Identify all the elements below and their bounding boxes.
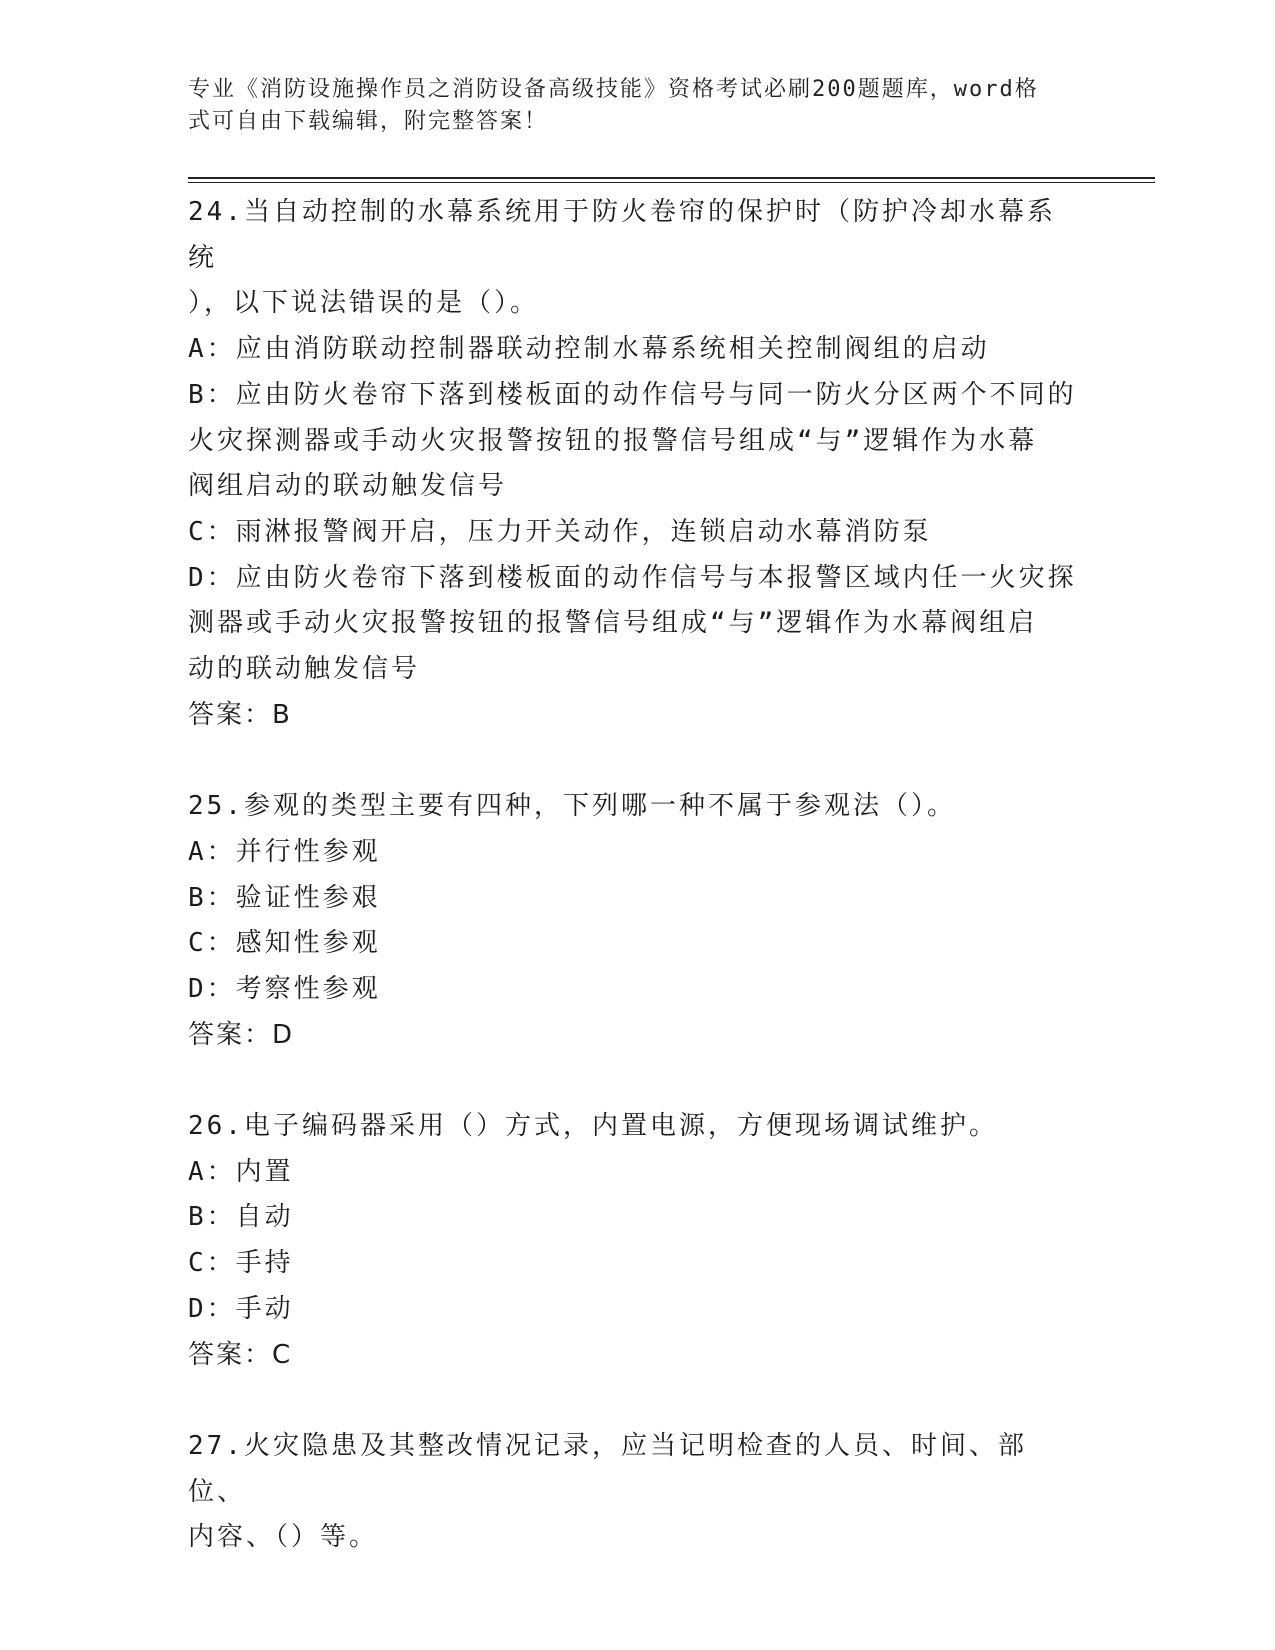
question-list — [188, 190, 1078, 1561]
answer: 答案：B — [188, 699, 292, 730]
option-a: A：并行性参观 — [188, 836, 381, 867]
option-d: 动的联动触发信号 — [188, 654, 421, 685]
option-d: D：手动 — [188, 1293, 294, 1324]
option-b: 阀组启动的联动触发信号 — [188, 471, 508, 502]
option-b: B：自动 — [188, 1202, 294, 1233]
question-stem: 26.电子编码器采用（）方式，内置电源，方便现场调试维护。 — [188, 1111, 998, 1142]
question-24 — [188, 190, 1078, 738]
header-divider-thin — [188, 182, 1155, 183]
option-b: 火灾探测器或手动火灾报警按钮的报警信号组成“与”逻辑作为水幕 — [188, 425, 1038, 456]
option-d: D：应由防火卷帘下落到楼板面的动作信号与本报警区域内任一火灾探 — [188, 562, 1077, 593]
question-stem: 25.参观的类型主要有四种，下列哪一种不属于参观法（）。 — [188, 791, 956, 822]
header-line: 式可自由下载编辑，附完整答案！ — [188, 109, 549, 134]
option-a: A：应由消防联动控制器联动控制水幕系统相关控制阀组的启动 — [188, 334, 990, 365]
answer: 答案：C — [188, 1339, 293, 1370]
question-stem: ），以下说法错误的是（）。 — [188, 288, 540, 319]
option-b: B：验证性参艰 — [188, 882, 381, 913]
option-c: C：感知性参观 — [188, 928, 381, 959]
option-d: D：考察性参观 — [188, 973, 381, 1004]
question-26 — [188, 1104, 1078, 1378]
option-c: C：雨淋报警阀开启，压力开关动作，连锁启动水幕消防泵 — [188, 516, 932, 547]
question-stem: 内容、（）等。 — [188, 1522, 379, 1553]
question-27 — [188, 1424, 1078, 1561]
option-c: C：手持 — [188, 1248, 294, 1279]
question-stem: 27.火灾隐患及其整改情况记录，应当记明检查的人员、时间、部位、 — [188, 1430, 1027, 1507]
option-a: A：内置 — [188, 1156, 294, 1187]
header-divider-thick — [188, 177, 1155, 179]
question-25 — [188, 784, 1078, 1058]
header-line: 专业《消防设施操作员之消防设备高级技能》资格考试必刷200题题库，word格 — [188, 77, 1039, 102]
document-header — [188, 74, 1068, 138]
answer: 答案：D — [188, 1019, 295, 1050]
option-b: B：应由防火卷帘下落到楼板面的动作信号与同一防火分区两个不同的 — [188, 379, 1077, 410]
option-d: 测器或手动火灾报警按钮的报警信号组成“与”逻辑作为水幕阀组启 — [188, 608, 1038, 639]
question-stem: 24.当自动控制的水幕系统用于防火卷帘的保护时（防护冷却水幕系统 — [188, 197, 1056, 273]
